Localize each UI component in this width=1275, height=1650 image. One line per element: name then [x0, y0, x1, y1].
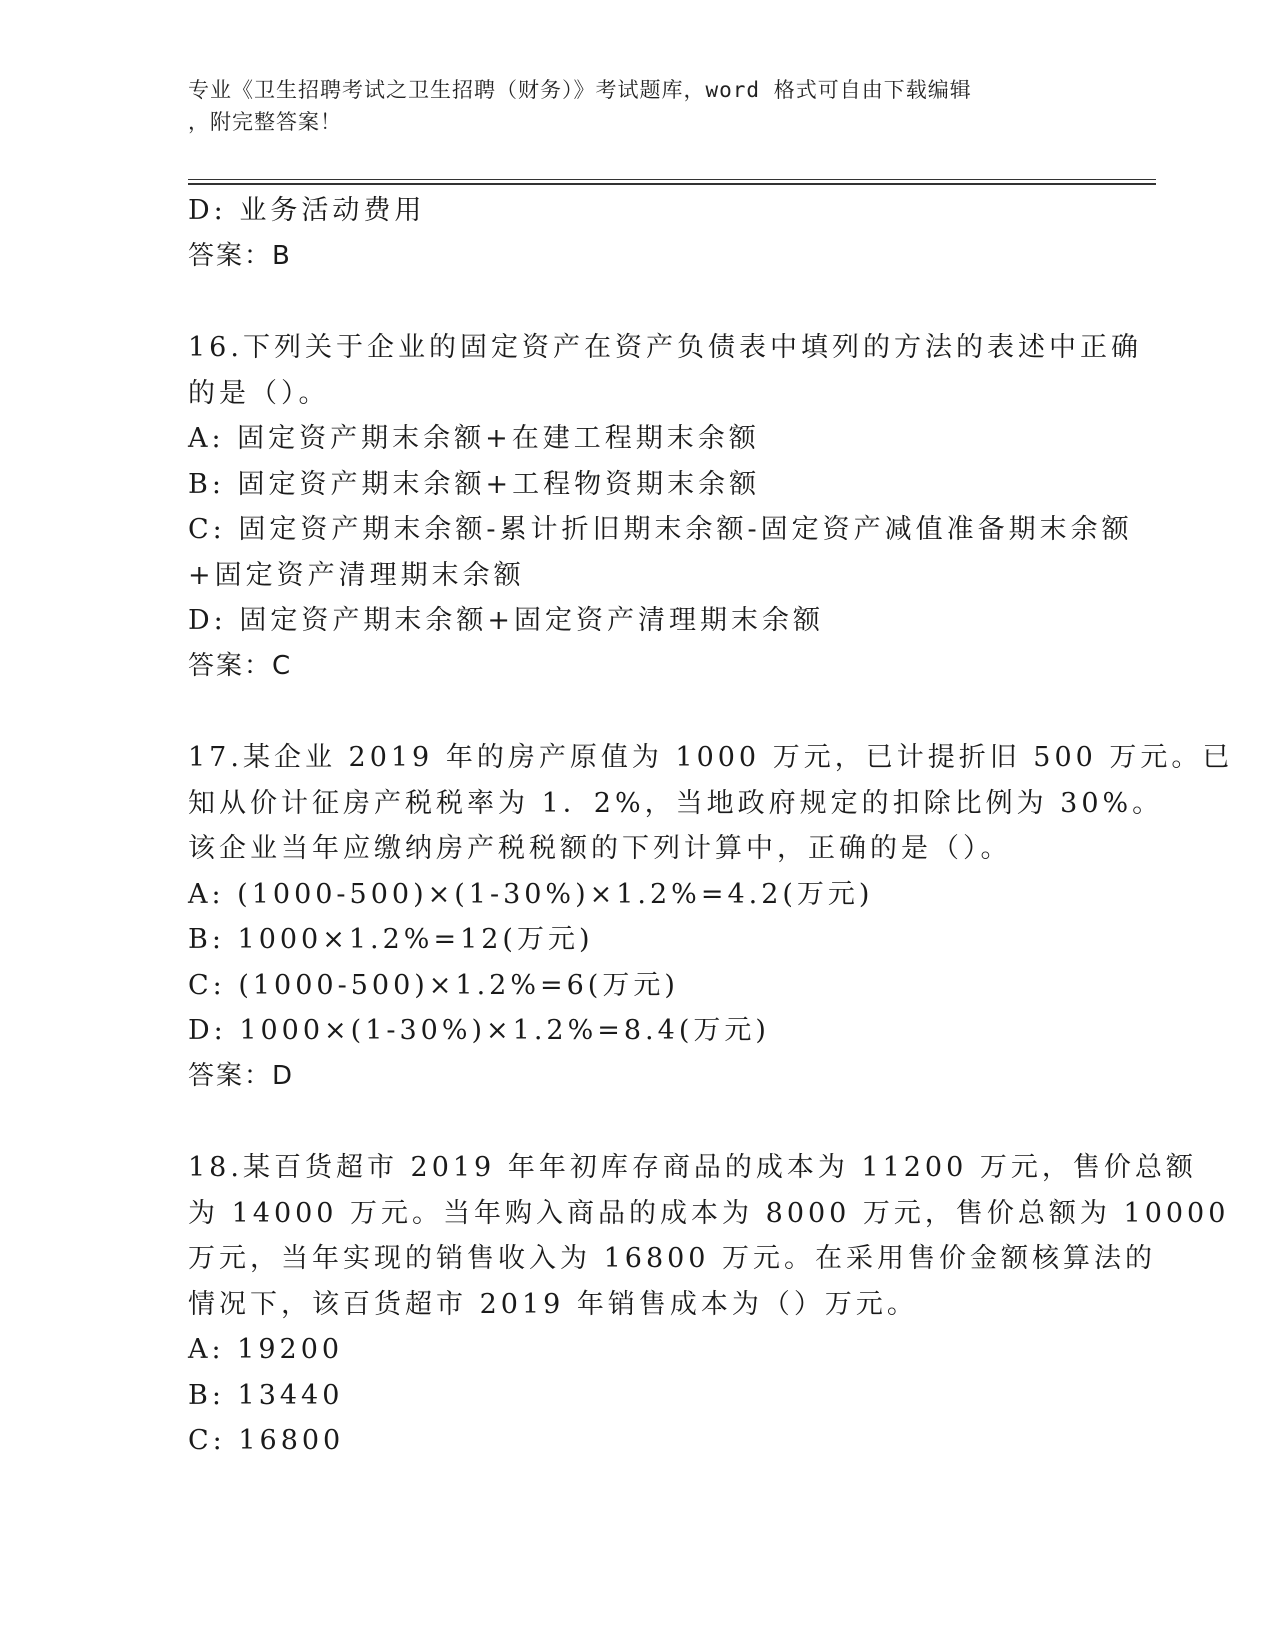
- question-stem: 16.下列关于企业的固定资产在资产负债表中填列的方法的表述中正确: [188, 332, 1142, 363]
- spacer: [188, 1099, 1088, 1145]
- question-stem: 万元，当年实现的销售收入为 16800 万元。在采用售价金额核算法的: [188, 1243, 1157, 1274]
- answer-label: 答案：C: [188, 650, 293, 681]
- option-b: B: 13440: [188, 1379, 344, 1411]
- question-stem: 18.某百货超市 2019 年年初库存商品的成本为 11200 万元，售价总额: [188, 1152, 1197, 1183]
- option-c: C: 固定资产期末余额-累计折旧期末余额-固定资产减值准备期末余额: [188, 514, 1133, 545]
- spacer: [188, 279, 1088, 325]
- option-c: C: (1000-500)×1.2%=6(万元): [188, 969, 679, 1001]
- question-stem: 知从价计征房产税税率为 1．2%，当地政府规定的扣除比例为 30%。: [188, 787, 1164, 819]
- header-title-line-1: 专业《卫生招聘考试之卫生招聘（财务）》考试题库，word 格式可自由下载编辑: [188, 78, 972, 102]
- option-a: A: 19200: [188, 1334, 344, 1365]
- previous-question-tail: [188, 188, 1088, 279]
- question-17: [188, 735, 1234, 1099]
- option-d: D: 1000×(1-30%)×1.2%=8.4(万元): [188, 1015, 770, 1046]
- question-content: [188, 188, 1234, 1464]
- question-stem: 的是（）。: [188, 377, 330, 409]
- option-a: A: (1000-500)×(1-30%)×1.2%=4.2(万元): [188, 878, 874, 910]
- header-divider-thin: [188, 179, 1156, 180]
- question-stem: 17.某企业 2019 年的房产原值为 1000 万元，已计提折旧 500 万元。已: [188, 742, 1234, 773]
- option-a: A: 固定资产期末余额+在建工程期末余额: [188, 423, 760, 454]
- option-d: D: 业务活动费用: [188, 195, 426, 226]
- answer-label: 答案：B: [188, 240, 292, 271]
- option-b: B: 1000×1.2%=12(万元): [188, 924, 594, 955]
- question-stem: 为 14000 万元。当年购入商品的成本为 8000 万元，售价总额为 10000: [188, 1197, 1230, 1229]
- question-stem: 情况下，该百货超市 2019 年销售成本为（）万元。: [188, 1288, 918, 1320]
- page-header: [188, 74, 1068, 138]
- option-c-continued: +固定资产清理期末余额: [188, 559, 525, 591]
- option-b: B: 固定资产期末余额+工程物资期末余额: [188, 468, 761, 500]
- answer-label: 答案：D: [188, 1060, 295, 1091]
- option-c: C: 16800: [188, 1425, 345, 1456]
- spacer: [188, 689, 1088, 735]
- question-18: [188, 1145, 1230, 1464]
- question-stem: 该企业当年应缴纳房产税税额的下列计算中，正确的是（）。: [188, 833, 1012, 864]
- header-title-line-2: ，附完整答案！: [188, 110, 342, 134]
- header-divider-thick: [188, 183, 1156, 185]
- question-16: [188, 325, 1142, 689]
- option-d: D: 固定资产期末余额+固定资产清理期末余额: [188, 605, 824, 636]
